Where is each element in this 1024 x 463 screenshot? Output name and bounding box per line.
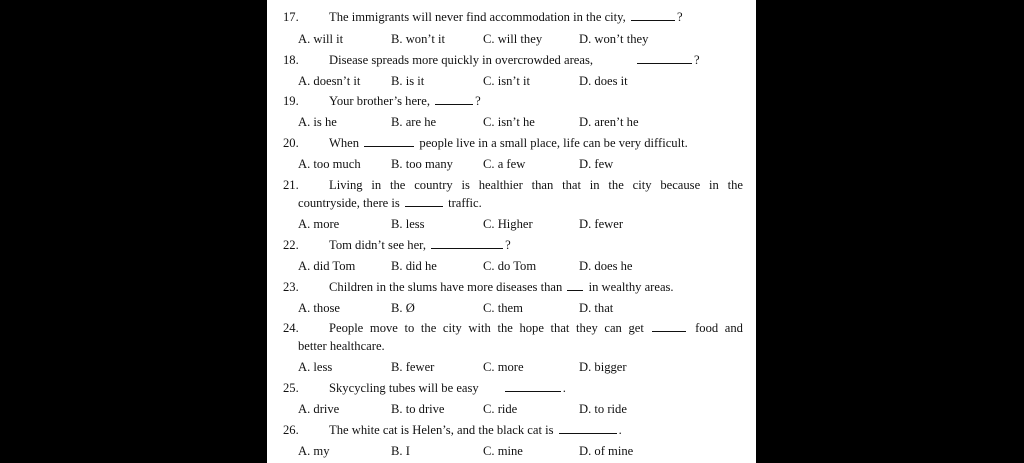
option-c[interactable]: C. will they [483,32,543,46]
answer-blank[interactable] [637,52,692,64]
question-stem-continued: countryside, there is traffic. [298,196,482,210]
option-b[interactable]: B. won’t it [391,32,445,46]
option-c[interactable]: C. mine [483,444,523,458]
option-c[interactable]: C. a few [483,157,526,171]
option-a[interactable]: A. doesn’t it [298,74,361,88]
question-number: 20. [283,136,299,150]
option-b[interactable]: B. less [391,217,425,231]
answer-blank[interactable] [405,195,443,207]
answer-blank[interactable] [364,135,414,147]
question-stem: Disease spreads more quickly in overcrowded areas, ? [329,53,700,67]
question-number: 25. [283,381,299,395]
question-stem: Your brother’s here, ? [329,94,481,108]
question-stem: When people live in a small place, life can be very difficult. [329,136,688,150]
option-b[interactable]: B. to drive [391,402,445,416]
answer-blank[interactable] [567,279,583,291]
option-d[interactable]: D. does it [579,74,628,88]
option-b[interactable]: B. I [391,444,410,458]
question-stem: Living in the country is healthier than that in the city because in the [329,178,743,192]
option-a[interactable]: A. less [298,360,333,374]
option-c[interactable]: C. isn’t it [483,74,531,88]
option-a[interactable]: A. is he [298,115,337,129]
question-stem: Children in the slums have more diseases than in wealthy areas. [329,280,674,294]
question-stem: Tom didn’t see her, ? [329,238,511,252]
option-b[interactable]: B. fewer [391,360,435,374]
question-number: 23. [283,280,299,294]
option-d[interactable]: D. to ride [579,402,627,416]
option-b[interactable]: B. too many [391,157,453,171]
answer-blank[interactable] [435,93,473,105]
answer-blank[interactable] [559,422,617,434]
worksheet-page [267,0,756,463]
option-d[interactable]: D. won’t they [579,32,649,46]
option-d[interactable]: D. few [579,157,614,171]
option-b[interactable]: B. is it [391,74,425,88]
option-c[interactable]: C. isn’t he [483,115,535,129]
question-stem: The white cat is Helen’s, and the black cat is . [329,423,622,437]
option-b[interactable]: B. Ø [391,301,415,315]
option-b[interactable]: B. did he [391,259,437,273]
option-a[interactable]: A. too much [298,157,361,171]
question-stem: People move to the city with the hope that they can get food and [329,321,743,335]
option-a[interactable]: A. will it [298,32,344,46]
question-number: 21. [283,178,299,192]
question-number: 19. [283,94,299,108]
question-stem-continued: better healthcare. [298,339,385,353]
option-d[interactable]: D. fewer [579,217,624,231]
question-number: 26. [283,423,299,437]
option-a[interactable]: A. my [298,444,330,458]
option-a[interactable]: A. did Tom [298,259,356,273]
option-a[interactable]: A. more [298,217,340,231]
option-c[interactable]: C. Higher [483,217,533,231]
question-stem: The immigrants will never find accommodation in the city, ? [329,10,683,24]
option-a[interactable]: A. those [298,301,340,315]
answer-blank[interactable] [505,380,561,392]
question-stem: Skycycling tubes will be easy . [329,381,566,395]
option-c[interactable]: C. more [483,360,524,374]
question-number: 17. [283,10,299,24]
answer-blank[interactable] [631,9,675,21]
question-number: 24. [283,321,299,335]
answer-blank[interactable] [431,237,503,249]
option-c[interactable]: C. them [483,301,523,315]
option-d[interactable]: D. does he [579,259,633,273]
option-d[interactable]: D. aren’t he [579,115,639,129]
answer-blank[interactable] [652,320,686,332]
option-b[interactable]: B. are he [391,115,437,129]
option-d[interactable]: D. of mine [579,444,634,458]
option-d[interactable]: D. bigger [579,360,627,374]
option-c[interactable]: C. do Tom [483,259,537,273]
option-a[interactable]: A. drive [298,402,340,416]
question-number: 18. [283,53,299,67]
question-number: 22. [283,238,299,252]
option-d[interactable]: D. that [579,301,614,315]
option-c[interactable]: C. ride [483,402,518,416]
